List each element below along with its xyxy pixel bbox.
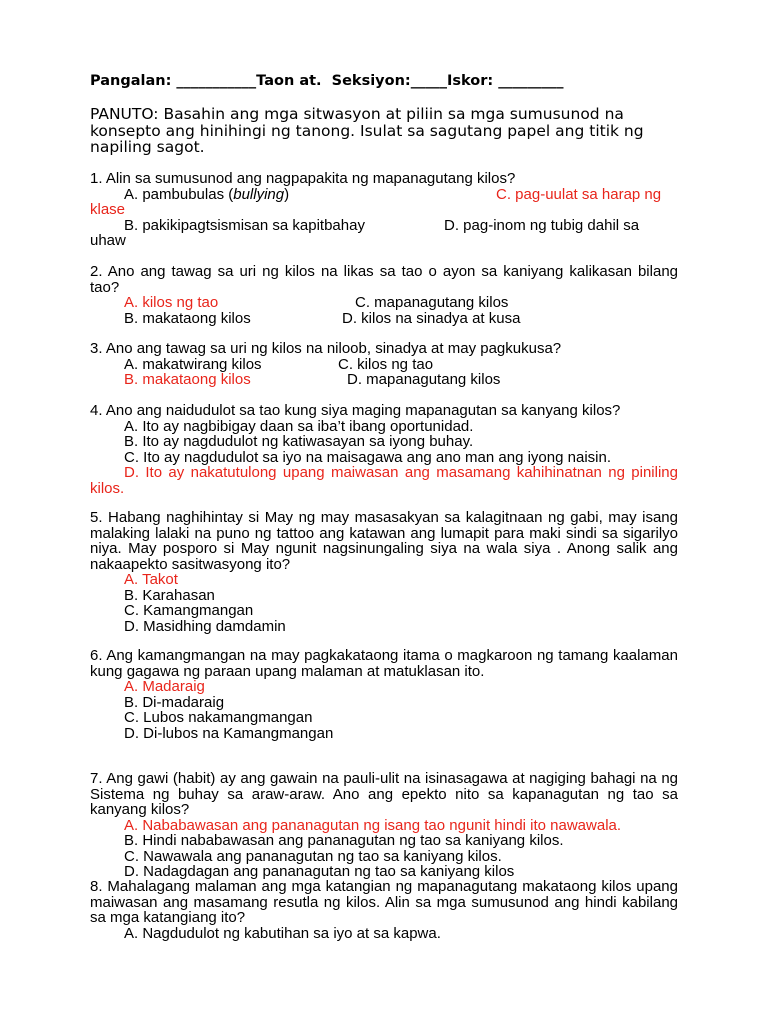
instructions: PANUTO: Basahin ang mga sitwasyon at piliin sa mga sumusunod na konsepto ang hinihingi ng tanong. Isulat sa sagutang papel ang titik ng napiling sagot. [90,105,644,156]
option-c: C. mapanagutang kilos [355,294,509,311]
question-stem: 6. Ang kamangmangan na may pagkakataong itama o magkaroon ng tamang kaalaman kung gagawa ng paraan upang malaman at matuklasan ito. [90,647,678,680]
option-d: D. Di-lubos na Kamangmangan [124,724,334,742]
question-1 [90,171,678,249]
options-row [90,372,678,388]
option-d: D. Masidhing damdamin [124,617,286,635]
option-b: B. makataong kilos [124,309,251,327]
options-row [90,357,678,373]
option-b: B. Hindi nababawasan ang pananagutan ng tao sa kaniyang kilos. [124,832,564,849]
question-stem: 8. Mahalagang malaman ang mga katangian ng mapanagutang makataong kilos upang maiwasan ang masamang resutla ng kilos. Alin sa mga sumusunod ang hindi kabilang sa mga katangiang ito? [90,878,678,926]
options-row [90,311,678,327]
options-row [90,187,678,203]
question-stem: 4. Ano ang naidudulot sa tao kung siya maging mapanagutan sa kanyang kilos? [90,402,621,419]
option-d: D. pag-inom ng tubig dahil sa [444,216,640,234]
option-b: B. Ito ay nagdudulot ng katiwasayan sa iyong buhay. [124,433,474,450]
question-6 [90,648,678,741]
option-a-answer: A. Takot [124,571,178,588]
option-a-answer: A. kilos ng tao [124,294,219,311]
question-8 [90,879,678,941]
option-c: C. Nawawala ang pananagutan ng tao sa kaniyang kilos. [124,847,502,865]
option-c: C. kilos ng tao [338,355,434,373]
option-c-answer: C. pag-uulat sa harap ng [496,185,662,203]
option-a-answer: A. Madaraig [124,678,205,695]
option-c: C. Ito ay nagdudulot sa iyo na maisagawa ang ano man ang iyong naisin. [124,448,611,466]
option-c: C. Kamangmangan [124,602,254,619]
option-d-answer: D. Ito ay nakatutulong upang maiwasan ang masamang kahihinatnan ng piniling kilos. [90,464,678,497]
option-c-continuation: klase [90,201,126,218]
question-stem: 3. Ano ang tawag sa uri ng kilos na niloob, sinadya at may pagkukusa? [90,340,562,357]
option-a-answer: A. Nababawasan ang pananagutan ng isang tao ngunit hindi ito nawawala. [124,816,622,834]
option-d: D. Nadagdagan ang pananagutan ng tao sa kaniyang kilos [124,863,515,880]
option-b: B. Di-madaraig [124,693,225,711]
option-a: A. pambubulas (bullying) [124,185,290,203]
question-3 [90,341,678,388]
option-a: A. Ito ay nagbibigay daan sa iba’t ibang oportunidad. [124,417,474,435]
option-b: B. pakikipagtsismisan sa kapitbahay [124,216,365,234]
question-stem: 7. Ang gawi (habit) ay ang gawain na pauli-ulit na isinasagawa at nagiging bahagi na ng Sistema ng buhay sa araw-araw. Ano ang epekto nito sa kapanagutan ng tao sa kanyang kilos? [90,770,678,818]
question-stem: 1. Alin sa sumusunod ang nagpapakita ng mapanagutang kilos? [90,170,516,187]
question-7 [90,771,678,880]
option-b-answer: B. makataong kilos [124,371,251,388]
option-b: B. Karahasan [124,586,215,604]
option-d: D. mapanagutang kilos [347,371,501,388]
question-2 [90,264,678,326]
question-5 [90,510,678,634]
options-row [90,295,678,311]
options-row [90,218,678,234]
option-d-continuation: uhaw [90,232,126,249]
option-a: A. makatwirang kilos [124,355,262,373]
option-a: A. Nagdudulot ng kabutihan sa iyo at sa kapwa. [124,924,441,942]
option-d: D. kilos na sinadya at kusa [342,309,521,327]
question-4 [90,403,678,496]
option-c: C. Lubos nakamangmangan [124,709,313,726]
question-stem: 2. Ano ang tawag sa uri ng kilos na likas sa tao o ayon sa kaniyang kalikasan bilang tao? [90,263,678,296]
question-stem: 5. Habang naghihintay si May ng may masasakyan sa kalagitnaan ng gabi, may isang malaking lalaki na puno ng tattoo ang katawan ang lumapit para maki sindi sa sigarilyo niya. May posporo si May ngunit nagsinungaling siya na wala siya . Anong salik ang nakaapekto sasitwasyong ito? [90,509,678,573]
student-info-header: Pangalan: ___________Taon at. Seksiyon:_____Iskor: _________ [90,73,564,89]
